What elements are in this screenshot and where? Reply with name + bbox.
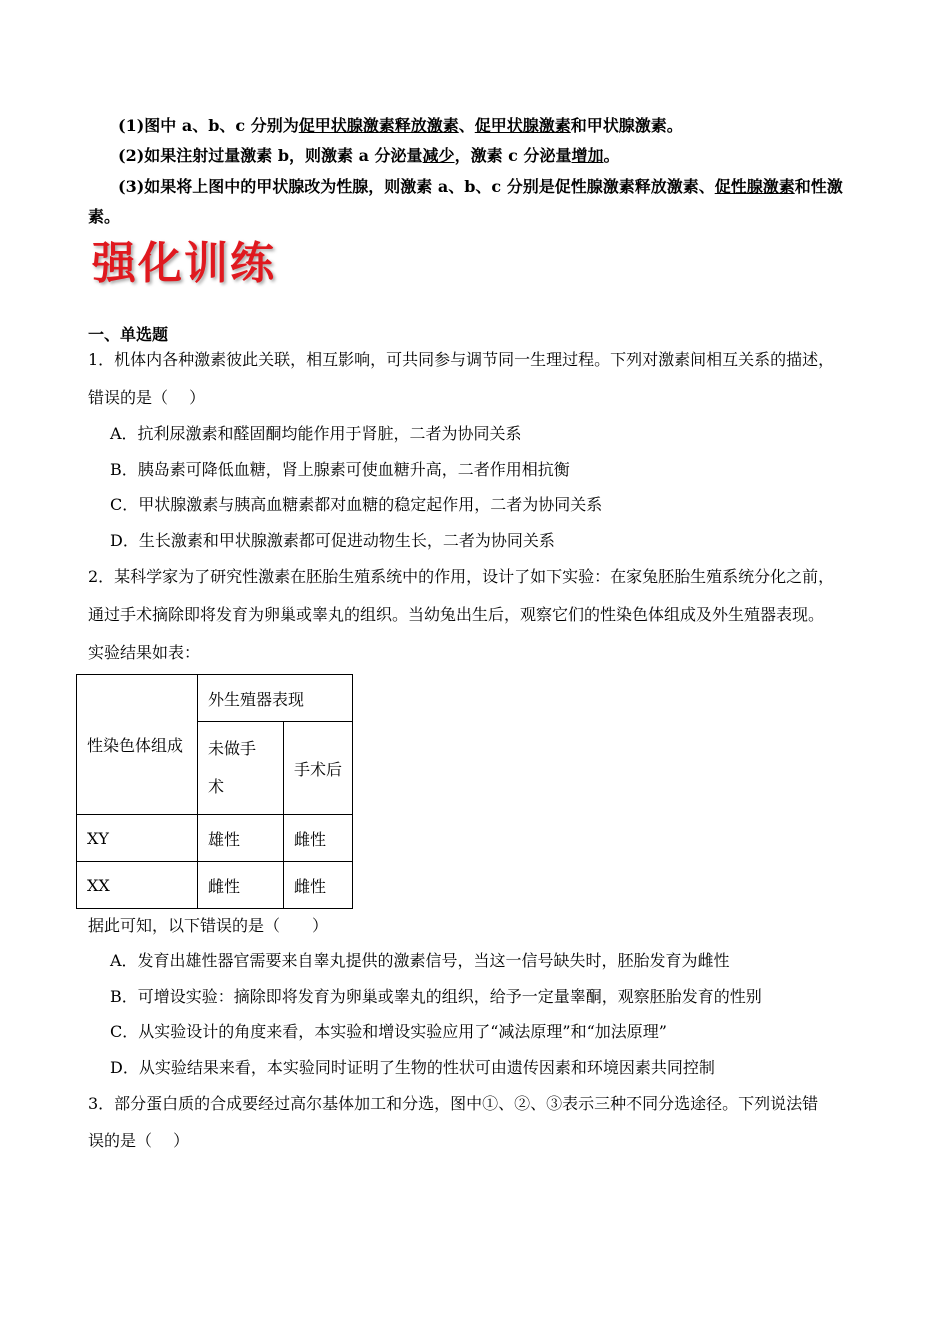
answer-line-2: [118, 146, 619, 166]
answer-blank: 促甲状腺激素: [474, 116, 571, 135]
table-subheader-no-surgery: [198, 722, 284, 815]
q1-stem-line-2: 错误的是（ ）: [88, 388, 206, 407]
table-cell-after-surgery: 雌性: [284, 815, 353, 862]
answer-text: ，激素 c 分泌量: [454, 146, 572, 165]
table-cell-after-surgery: 雌性: [284, 862, 353, 909]
table-cell-no-surgery: 雌性: [198, 862, 284, 909]
q2-option-c: C．从实验设计的角度来看，本实验和增设实验应用了“减法原理”和“加法原理”: [110, 1022, 667, 1041]
section-title: 一、单选题: [88, 325, 169, 344]
table-row: [77, 862, 353, 909]
answer-text: (3)如果将上图中的甲状腺改为性腺，则激素 a、b、c 分别是促性腺激素释放激素、: [118, 177, 715, 196]
answer-blank: 减少: [422, 146, 455, 165]
q2-option-a: A．发育出雄性器官需要来自睾丸提供的激素信号，当这一信号缺失时，胚胎发育为雌性: [110, 951, 730, 970]
q2-option-b: B．可增设实验：摘除即将发育为卵巢或睾丸的组织，给予一定量睾酮，观察胚胎发育的性别: [110, 987, 762, 1006]
q1-option-d: D．生长激素和甲状腺激素都可促进动物生长，二者为协同关系: [110, 531, 555, 550]
q1-option-b: B．胰岛素可降低血糖，肾上腺素可使血糖升高，二者作用相抗衡: [110, 460, 570, 479]
q2-stem-line-2: 通过手术摘除即将发育为卵巢或睾丸的组织。当幼兔出生后，观察它们的性染色体组成及外生殖器表现。: [88, 605, 825, 624]
q2-stem-line-4: 据此可知，以下错误的是（ ）: [88, 916, 329, 935]
answer-line-3-cont: 素。: [88, 207, 121, 226]
q3-stem-line-2: 误的是（ ）: [88, 1131, 190, 1150]
answer-text: 和性激: [794, 177, 843, 196]
answer-text: (1)图中 a、b、c 分别为: [118, 116, 299, 135]
experiment-table: [76, 674, 353, 909]
q2-stem-line-3: 实验结果如表：: [88, 643, 201, 662]
q1-option-c: C．甲状腺激素与胰高血糖素都对血糖的稳定起作用，二者为协同关系: [110, 495, 603, 514]
subheader-line: 术: [208, 777, 225, 796]
q3-stem-line-1: 3．部分蛋白质的合成要经过高尔基体加工和分选，图中①、②、③表示三种不同分选途径。下列说法错: [88, 1094, 819, 1113]
table-row: [77, 815, 353, 862]
q2-option-d: D．从实验结果来看，本实验同时证明了生物的性状可由遗传因素和环境因素共同控制: [110, 1058, 715, 1077]
subheader-line: 未做手: [208, 739, 257, 758]
table-cell-chromosome: XX: [77, 862, 198, 909]
table-header-external-genitalia: 外生殖器表现: [198, 675, 353, 722]
q1-stem-line-1: 1．机体内各种激素彼此关联，相互影响，可共同参与调节同一生理过程。下列对激素间相互关系的描述，: [88, 350, 835, 369]
answer-blank: 促性腺激素: [714, 177, 795, 196]
answer-text: 和甲状腺激素。: [570, 116, 683, 135]
answer-blank: 增加: [571, 146, 604, 165]
q1-option-a: A．抗利尿激素和醛固酮均能作用于肾脏，二者为协同关系: [110, 424, 522, 443]
table-subheader-after-surgery: 手术后: [284, 722, 353, 815]
table-header-chromosome: 性染色体组成: [77, 675, 198, 815]
table-cell-no-surgery: 雄性: [198, 815, 284, 862]
answer-line-1: [118, 116, 683, 136]
answer-text: 、: [458, 116, 475, 135]
table-cell-chromosome: XY: [77, 815, 198, 862]
q2-stem-line-1: 2．某科学家为了研究性激素在胚胎生殖系统中的作用，设计了如下实验：在家兔胚胎生殖系统分化之前，: [88, 567, 835, 586]
answer-blank: 促甲状腺激素释放激素: [298, 116, 459, 135]
answer-text: (2)如果注射过量激素 b，则激素 a 分泌量: [118, 146, 423, 165]
section-banner: 强化训练: [92, 238, 276, 289]
answer-text: 。: [603, 146, 620, 165]
answer-line-3: [118, 177, 843, 197]
